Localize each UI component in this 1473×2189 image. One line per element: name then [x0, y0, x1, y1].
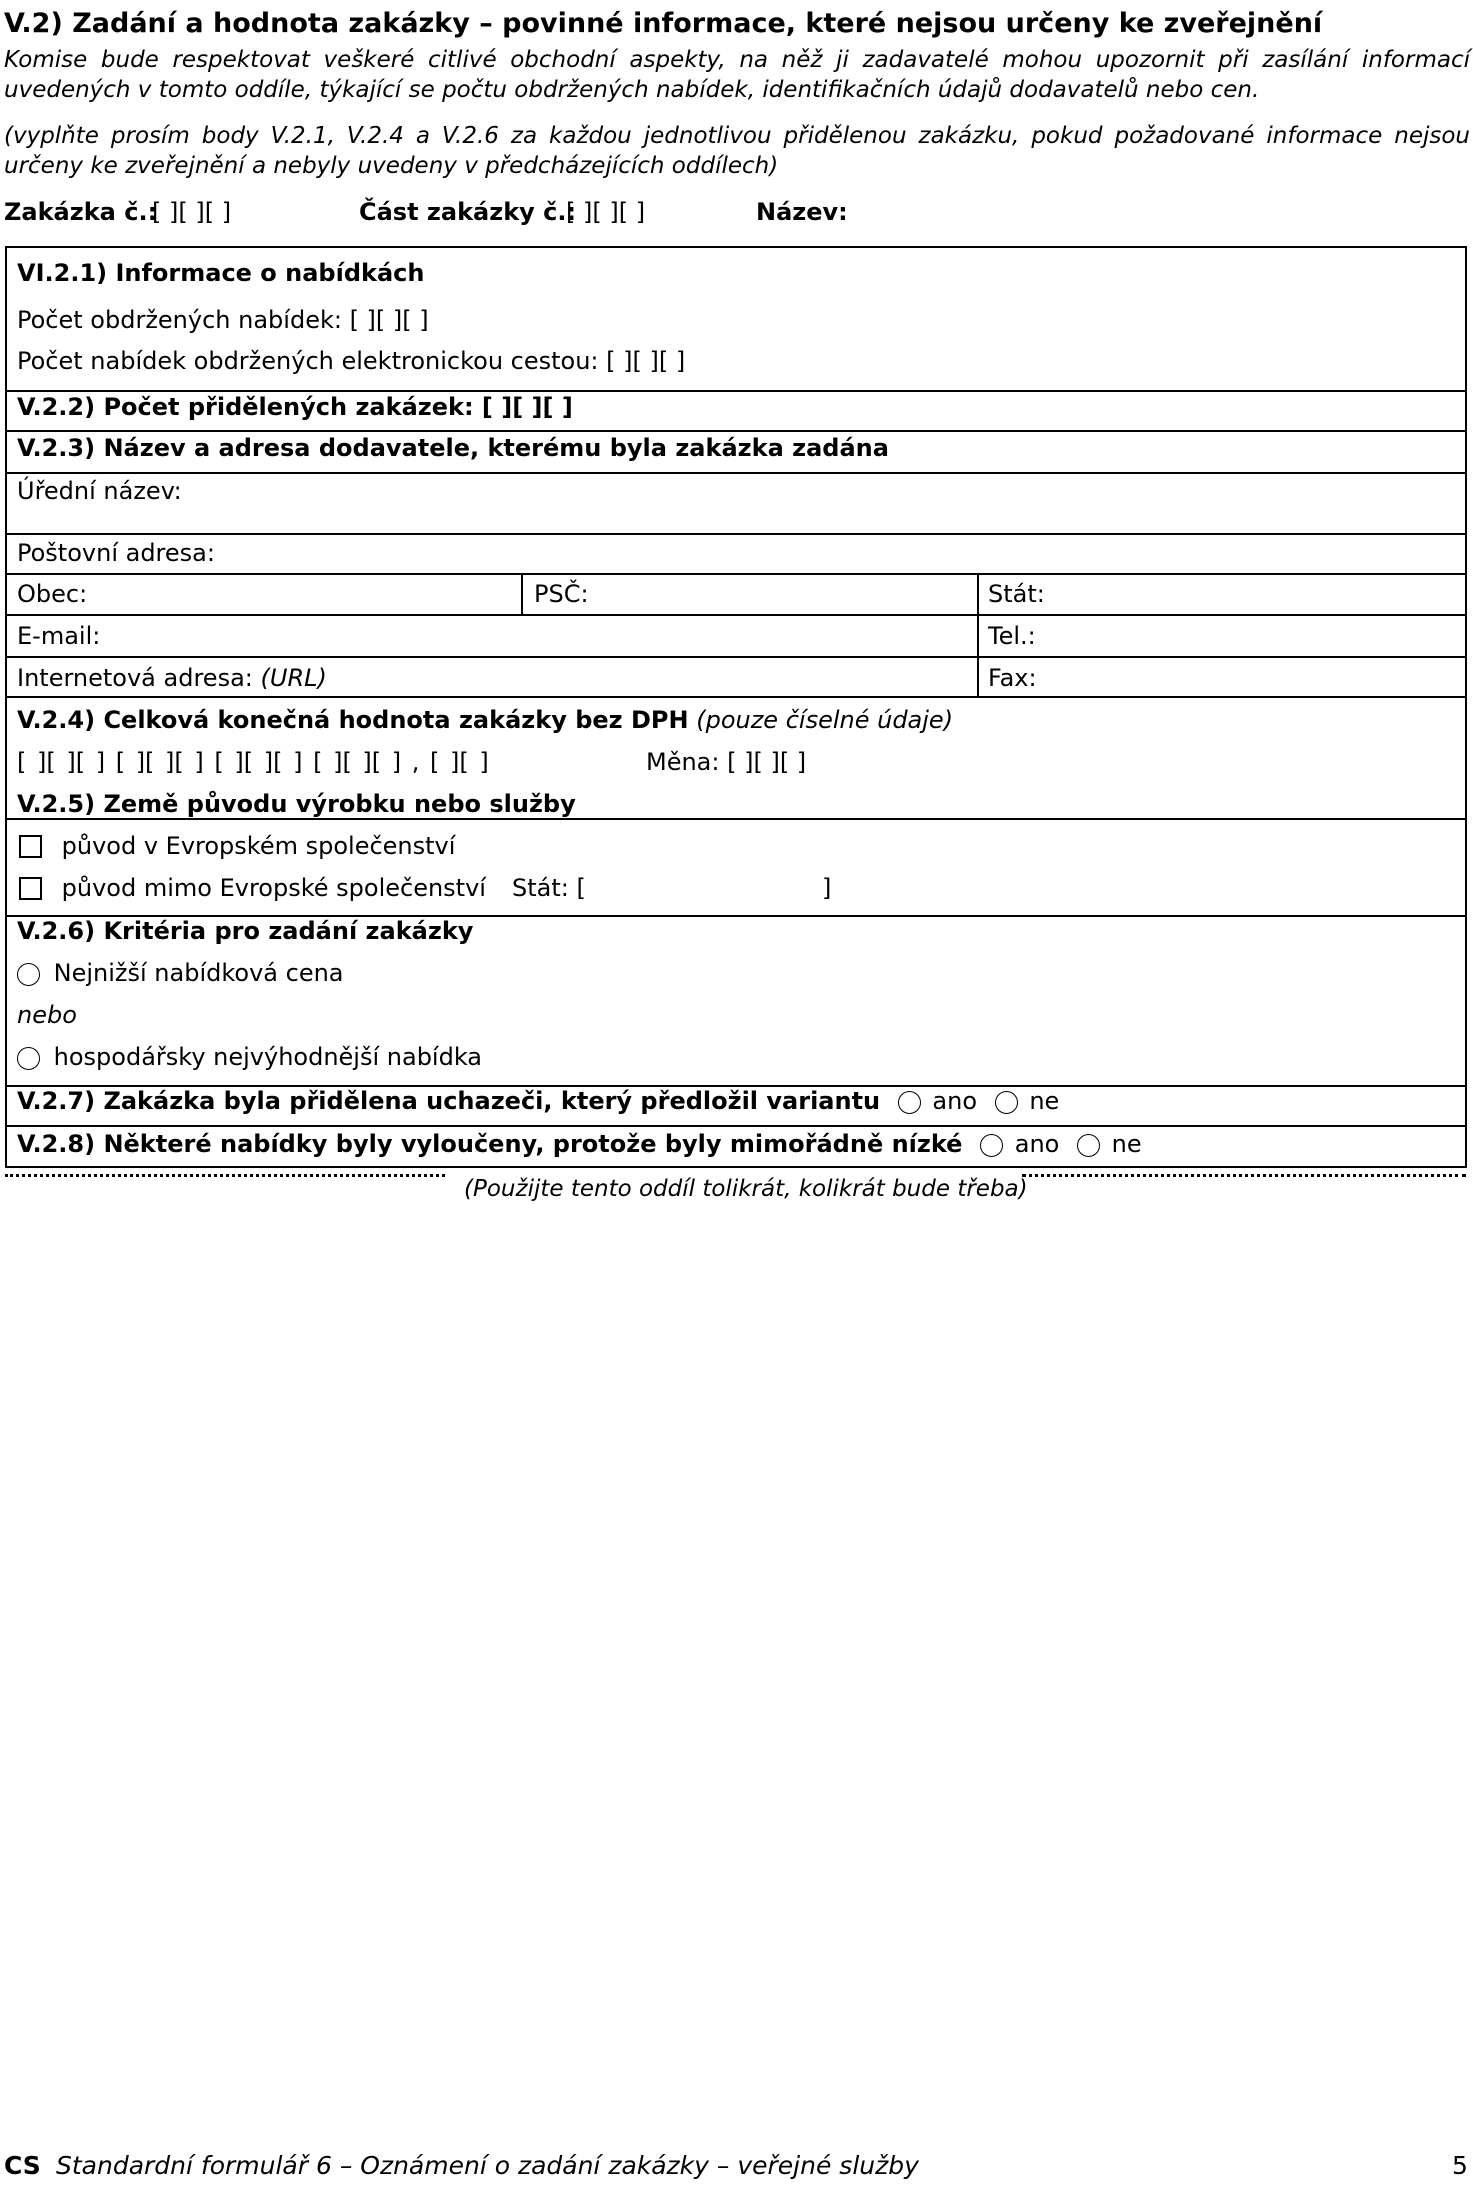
town-field[interactable]: Obec:	[17, 580, 88, 608]
internet-url-hint: (URL)	[260, 664, 327, 692]
fax-field[interactable]: Fax:	[988, 664, 1037, 692]
contract-number-field[interactable]: [ ][ ][ ]	[152, 198, 232, 226]
meat-option[interactable]	[17, 1042, 482, 1072]
variant-yes-radio[interactable]	[898, 1091, 921, 1114]
dotted-rule-left	[5, 1174, 445, 1177]
excluded-question: V.2.8) Některé nabídky byly vyloučeny, protože byly mimořádně nízké	[17, 1130, 963, 1158]
excluded-yes-radio[interactable]	[980, 1134, 1003, 1157]
footer-page-number: 5	[1452, 2151, 1468, 2180]
variant-row	[17, 1086, 1059, 1116]
dotted-rule-right	[1022, 1174, 1466, 1177]
meat-label: hospodářsky nejvýhodnější nabídka	[53, 1043, 483, 1071]
postal-address-field[interactable]: Poštovní adresa:	[17, 539, 215, 567]
divider	[7, 430, 1465, 432]
divider	[7, 533, 1465, 535]
lot-name-label: Název:	[756, 198, 848, 226]
variant-question: V.2.7) Zakázka byla přidělena uchazeči, který předložil variantu	[17, 1087, 881, 1115]
origin-non-ec-checkbox[interactable]	[19, 877, 42, 900]
footer-language: CS	[4, 2151, 41, 2180]
award-info-box	[5, 246, 1467, 1168]
value-heading: V.2.4) Celková konečná hodnota zakázky bez DPH	[17, 706, 689, 734]
postcode-field[interactable]: PSČ:	[534, 580, 589, 608]
offers-received-field[interactable]: Počet obdržených nabídek: [ ][ ][ ]	[17, 306, 429, 334]
tel-field[interactable]: Tel.:	[988, 622, 1036, 650]
value-amount-field[interactable]: [ ][ ][ ] [ ][ ][ ] [ ][ ][ ] [ ][ ][ ] , [ ][ ]	[17, 748, 489, 776]
divider	[977, 573, 979, 697]
email-field[interactable]: E-mail:	[17, 622, 101, 650]
origin-country-field[interactable]: Stát: [	[512, 874, 586, 902]
contract-number-label: Zakázka č.:	[4, 198, 158, 226]
excluded-yes-label: ano	[1014, 1130, 1060, 1158]
divider	[7, 472, 1465, 474]
excluded-no-label: ne	[1111, 1130, 1142, 1158]
lowest-price-option[interactable]	[17, 958, 344, 988]
lot-line	[4, 198, 1470, 232]
excluded-no-radio[interactable]	[1077, 1134, 1100, 1157]
official-name-field[interactable]: Úřední název:	[17, 477, 182, 505]
country-field[interactable]: Stát:	[988, 580, 1045, 608]
divider	[521, 573, 523, 615]
repeat-note: (Použijte tento oddíl tolikrát, kolikrát bude třeba)	[464, 1176, 1028, 1202]
divider	[7, 614, 1465, 616]
divider	[7, 1125, 1465, 1127]
variant-no-radio[interactable]	[995, 1091, 1018, 1114]
criteria-heading: V.2.6) Kritéria pro zadání zakázky	[17, 917, 474, 945]
internet-address-field[interactable]	[17, 663, 327, 693]
internet-address-label: Internetová adresa:	[17, 664, 253, 692]
lot-number-label: Část zakázky č.:	[359, 198, 577, 226]
section-intro: Komise bude respektovat veškeré citlivé obchodní aspekty, na něž ji zadavatelé mohou upozornit při zasílání informací uvedených v tomto oddíle, týkající se počtu obdržených nabídek, identifikačních údajů dodavatelů nebo cen.	[4, 47, 1470, 103]
footer-title: Standardní formulář 6 – Oznámení o zadání zakázky – veřejné služby	[56, 2151, 919, 2180]
section-title: V.2) Zadání a hodnota zakázky – povinné informace, které nejsou určeny ke zveřejnění	[4, 8, 1323, 39]
lowest-price-radio[interactable]	[17, 963, 40, 986]
divider	[7, 696, 1465, 698]
origin-ec-checkbox[interactable]	[19, 835, 42, 858]
value-heading-line	[17, 705, 953, 735]
origin-non-ec-label: původ mimo Evropské společenství	[61, 874, 486, 902]
origin-non-ec-option[interactable]	[19, 873, 486, 903]
origin-heading: V.2.5) Země původu výrobku nebo služby	[17, 790, 576, 818]
origin-country-close: ]	[822, 874, 832, 902]
meat-radio[interactable]	[17, 1047, 40, 1070]
lot-number-field[interactable]: [ ][ ][ ]	[566, 198, 646, 226]
value-note: (pouze číselné údaje)	[696, 706, 954, 734]
or-text: nebo	[17, 1001, 77, 1029]
excluded-row	[17, 1129, 1142, 1159]
origin-ec-option[interactable]	[19, 831, 455, 861]
divider	[7, 573, 1465, 575]
currency-field[interactable]: Měna: [ ][ ][ ]	[646, 748, 807, 776]
contractor-heading: V.2.3) Název a adresa dodavatele, kterému byla zakázka zadána	[17, 434, 889, 462]
section-instruction: (vyplňte prosím body V.2.1, V.2.4 a V.2.6 za každou jednotlivou přidělenou zakázku, pokud požadované informace nejsou určeny ke zveřejnění a nebyly uvedeny v předcházejících oddílech)	[4, 123, 1470, 179]
variant-no-label: ne	[1029, 1087, 1060, 1115]
awarded-count-field[interactable]: V.2.2) Počet přidělených zakázek: [ ][ ][ ]	[17, 393, 573, 421]
origin-ec-label: původ v Evropském společenství	[61, 832, 456, 860]
variant-yes-label: ano	[932, 1087, 978, 1115]
lowest-price-label: Nejnižší nabídková cena	[53, 959, 344, 987]
divider	[7, 656, 1465, 658]
offers-heading: VI.2.1) Informace o nabídkách	[17, 259, 425, 287]
offers-electronic-field[interactable]: Počet nabídek obdržených elektronickou cestou: [ ][ ][ ]	[17, 347, 686, 375]
